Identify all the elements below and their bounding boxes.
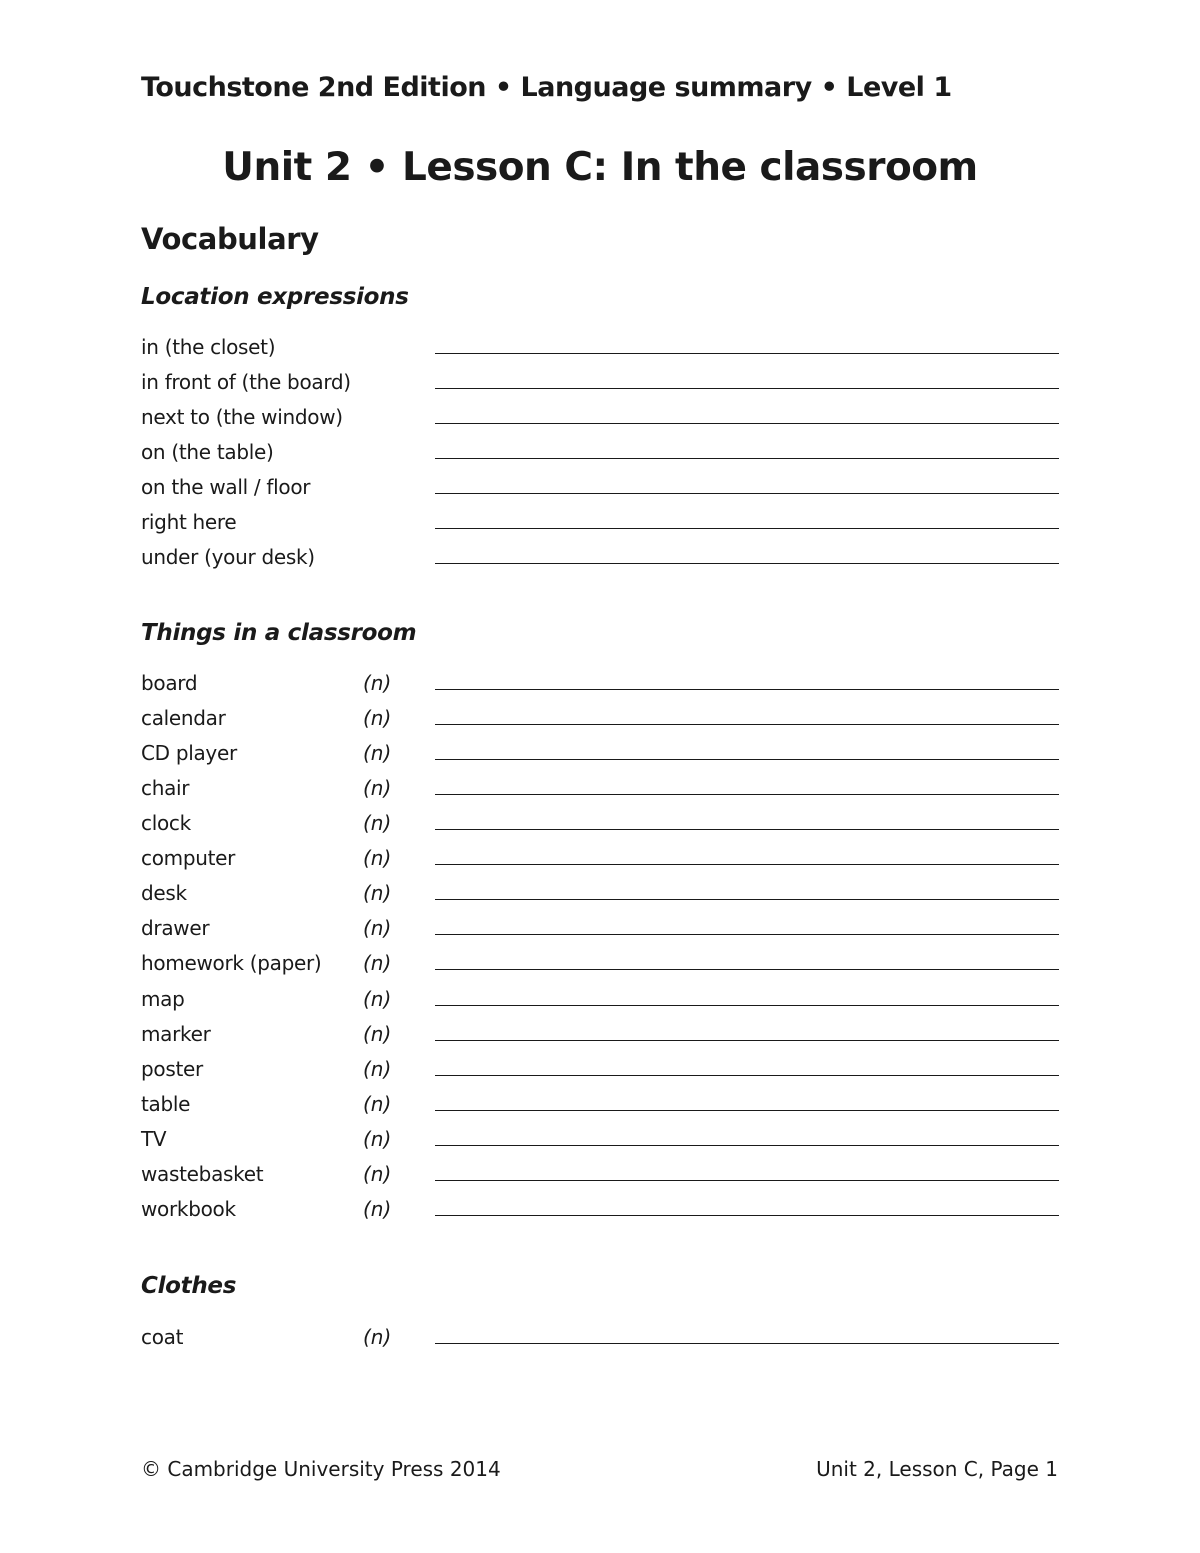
location-expressions-heading: Location expressions	[141, 284, 409, 310]
vocab-word: coat	[141, 1325, 184, 1349]
part-of-speech: (n)	[363, 1325, 392, 1349]
vocab-row	[141, 845, 1059, 880]
answer-line[interactable]	[435, 829, 1059, 830]
answer-line[interactable]	[435, 1075, 1059, 1076]
vocab-word: table	[141, 1092, 191, 1116]
answer-line[interactable]	[435, 1110, 1059, 1111]
vocab-word: desk	[141, 881, 187, 905]
answer-line[interactable]	[435, 458, 1059, 459]
vocab-row	[141, 404, 1059, 439]
vocab-row	[141, 1126, 1059, 1161]
vocab-row	[141, 705, 1059, 740]
vocab-word: drawer	[141, 916, 210, 940]
vocab-row	[141, 1091, 1059, 1126]
answer-line[interactable]	[435, 493, 1059, 494]
answer-line[interactable]	[435, 724, 1059, 725]
vocab-row	[141, 915, 1059, 950]
answer-line[interactable]	[435, 1145, 1059, 1146]
vocab-word: next to (the window)	[141, 405, 343, 429]
vocab-row	[141, 670, 1059, 705]
vocab-word: homework (paper)	[141, 951, 322, 975]
lesson-title: Unit 2 • Lesson C: In the classroom	[222, 145, 978, 190]
answer-line[interactable]	[435, 563, 1059, 564]
copyright: © Cambridge University Press 2014	[141, 1457, 501, 1481]
answer-line[interactable]	[435, 934, 1059, 935]
vocab-word: computer	[141, 846, 236, 870]
answer-line[interactable]	[435, 1180, 1059, 1181]
vocab-row	[141, 439, 1059, 474]
vocab-word: marker	[141, 1022, 211, 1046]
answer-line[interactable]	[435, 899, 1059, 900]
vocab-row	[141, 1196, 1059, 1231]
part-of-speech: (n)	[363, 846, 392, 870]
part-of-speech: (n)	[363, 1127, 392, 1151]
part-of-speech: (n)	[363, 1057, 392, 1081]
vocab-word: clock	[141, 811, 191, 835]
vocab-row	[141, 1161, 1059, 1196]
page-number: Unit 2, Lesson C, Page 1	[816, 1457, 1058, 1481]
part-of-speech: (n)	[363, 1162, 392, 1186]
part-of-speech: (n)	[363, 916, 392, 940]
vocab-word: TV	[141, 1127, 167, 1151]
answer-line[interactable]	[435, 1215, 1059, 1216]
vocab-row	[141, 880, 1059, 915]
vocab-row	[141, 1056, 1059, 1091]
part-of-speech: (n)	[363, 881, 392, 905]
vocab-row	[141, 509, 1059, 544]
vocab-word: calendar	[141, 706, 226, 730]
vocabulary-heading: Vocabulary	[141, 222, 319, 256]
vocab-word: wastebasket	[141, 1162, 264, 1186]
vocab-row	[141, 544, 1059, 579]
vocab-row	[141, 740, 1059, 775]
answer-line[interactable]	[435, 528, 1059, 529]
vocab-row	[141, 1324, 1059, 1359]
answer-line[interactable]	[435, 969, 1059, 970]
answer-line[interactable]	[435, 689, 1059, 690]
vocab-row	[141, 474, 1059, 509]
page-header: Touchstone 2nd Edition • Language summary • Level 1	[141, 72, 952, 103]
vocab-word: on (the table)	[141, 440, 274, 464]
vocab-row	[141, 810, 1059, 845]
part-of-speech: (n)	[363, 671, 392, 695]
answer-line[interactable]	[435, 759, 1059, 760]
answer-line[interactable]	[435, 1005, 1059, 1006]
vocab-row	[141, 775, 1059, 810]
clothes-heading: Clothes	[141, 1273, 237, 1299]
part-of-speech: (n)	[363, 1022, 392, 1046]
answer-line[interactable]	[435, 794, 1059, 795]
vocab-row	[141, 369, 1059, 404]
vocab-word: on the wall / floor	[141, 475, 311, 499]
vocab-row	[141, 1021, 1059, 1056]
vocab-row	[141, 950, 1059, 985]
vocab-word: in (the closet)	[141, 335, 276, 359]
vocab-word: chair	[141, 776, 190, 800]
vocab-word: right here	[141, 510, 237, 534]
answer-line[interactable]	[435, 423, 1059, 424]
part-of-speech: (n)	[363, 951, 392, 975]
answer-line[interactable]	[435, 388, 1059, 389]
vocab-word: in front of (the board)	[141, 370, 351, 394]
part-of-speech: (n)	[363, 1197, 392, 1221]
vocab-word: board	[141, 671, 198, 695]
answer-line[interactable]	[435, 353, 1059, 354]
part-of-speech: (n)	[363, 706, 392, 730]
part-of-speech: (n)	[363, 776, 392, 800]
things-in-a-classroom-heading: Things in a classroom	[141, 620, 417, 646]
part-of-speech: (n)	[363, 741, 392, 765]
vocab-word: workbook	[141, 1197, 236, 1221]
vocab-word: poster	[141, 1057, 203, 1081]
answer-line[interactable]	[435, 864, 1059, 865]
vocab-word: under (your desk)	[141, 545, 315, 569]
vocab-word: CD player	[141, 741, 237, 765]
part-of-speech: (n)	[363, 1092, 392, 1116]
vocab-row	[141, 334, 1059, 369]
vocab-row	[141, 986, 1059, 1021]
part-of-speech: (n)	[363, 811, 392, 835]
answer-line[interactable]	[435, 1040, 1059, 1041]
part-of-speech: (n)	[363, 987, 392, 1011]
answer-line[interactable]	[435, 1343, 1059, 1344]
vocab-word: map	[141, 987, 185, 1011]
